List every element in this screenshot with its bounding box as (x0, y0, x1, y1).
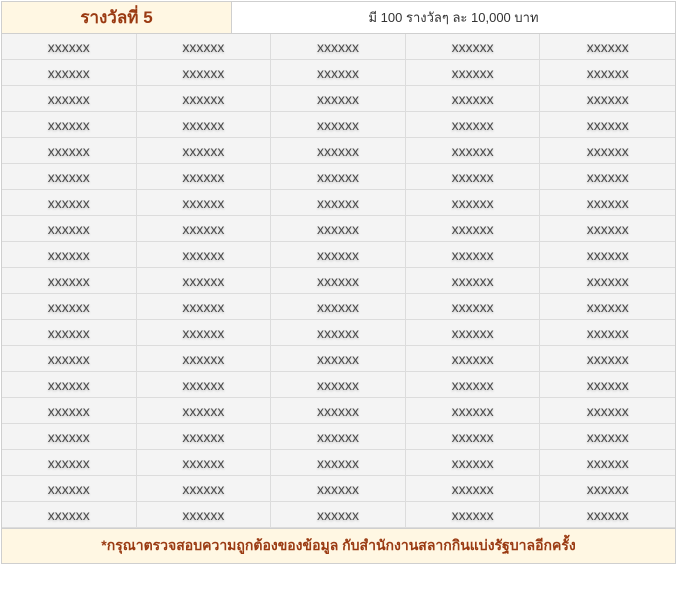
prize-number-cell: xxxxxx (137, 320, 272, 346)
prize-number-cell: xxxxxx (540, 138, 675, 164)
verification-notice: *กรุณาตรวจสอบความถูกต้องของข้อมูล กับสำนักงานสลากกินแบ่งรัฐบาลอีกครั้ง (2, 528, 675, 563)
prize-number-cell: xxxxxx (540, 60, 675, 86)
prize-number-cell: xxxxxx (271, 346, 406, 372)
prize-number-cell: xxxxxx (2, 450, 137, 476)
prize-number-cell: xxxxxx (271, 138, 406, 164)
prize-title: รางวัลที่ 5 (2, 2, 232, 33)
prize-number-cell: xxxxxx (406, 398, 541, 424)
prize-description: มี 100 รางวัลๆ ละ 10,000 บาท (232, 2, 675, 33)
prize-number-cell: xxxxxx (406, 60, 541, 86)
prize-number-cell: xxxxxx (2, 398, 137, 424)
prize-number-cell: xxxxxx (271, 60, 406, 86)
prize-number-cell: xxxxxx (540, 216, 675, 242)
prize-number-cell: xxxxxx (540, 242, 675, 268)
prize-number-cell: xxxxxx (2, 294, 137, 320)
prize-number-cell: xxxxxx (2, 346, 137, 372)
prize-number-cell: xxxxxx (2, 372, 137, 398)
prize-number-cell: xxxxxx (540, 112, 675, 138)
prize-number-cell: xxxxxx (137, 242, 272, 268)
prize-number-cell: xxxxxx (271, 424, 406, 450)
prize-number-cell: xxxxxx (271, 86, 406, 112)
prize-number-cell: xxxxxx (540, 320, 675, 346)
prize-number-cell: xxxxxx (540, 346, 675, 372)
prize-number-cell: xxxxxx (271, 34, 406, 60)
prize-number-cell: xxxxxx (540, 476, 675, 502)
prize-number-cell: xxxxxx (406, 34, 541, 60)
prize-number-cell: xxxxxx (2, 34, 137, 60)
prize-number-cell: xxxxxx (406, 476, 541, 502)
prize-number-cell: xxxxxx (137, 424, 272, 450)
prize-number-cell: xxxxxx (540, 398, 675, 424)
prize-number-cell: xxxxxx (540, 190, 675, 216)
prize-number-cell: xxxxxx (137, 294, 272, 320)
prize-number-cell: xxxxxx (137, 346, 272, 372)
prize-number-cell: xxxxxx (137, 86, 272, 112)
prize-number-cell: xxxxxx (271, 398, 406, 424)
prize-5-table (1, 1, 676, 564)
prize-number-cell: xxxxxx (540, 268, 675, 294)
prize-number-cell: xxxxxx (271, 268, 406, 294)
prize-number-cell: xxxxxx (2, 502, 137, 528)
prize-number-cell: xxxxxx (540, 164, 675, 190)
prize-number-cell: xxxxxx (2, 424, 137, 450)
prize-number-cell: xxxxxx (137, 34, 272, 60)
prize-number-cell: xxxxxx (540, 502, 675, 528)
prize-number-cell: xxxxxx (406, 502, 541, 528)
prize-header (2, 2, 675, 34)
prize-number-cell: xxxxxx (406, 138, 541, 164)
prize-number-cell: xxxxxx (271, 112, 406, 138)
prize-number-cell: xxxxxx (137, 476, 272, 502)
prize-number-cell: xxxxxx (2, 112, 137, 138)
prize-number-cell: xxxxxx (2, 138, 137, 164)
prize-number-cell: xxxxxx (406, 242, 541, 268)
prize-number-cell: xxxxxx (271, 216, 406, 242)
prize-number-cell: xxxxxx (406, 346, 541, 372)
prize-number-cell: xxxxxx (2, 86, 137, 112)
prize-number-cell: xxxxxx (271, 242, 406, 268)
prize-number-cell: xxxxxx (271, 372, 406, 398)
prize-number-cell: xxxxxx (540, 294, 675, 320)
prize-number-cell: xxxxxx (137, 60, 272, 86)
prize-number-cell: xxxxxx (2, 242, 137, 268)
prize-number-cell: xxxxxx (271, 502, 406, 528)
prize-number-cell: xxxxxx (137, 164, 272, 190)
prize-number-cell: xxxxxx (406, 86, 541, 112)
prize-number-cell: xxxxxx (137, 190, 272, 216)
prize-number-cell: xxxxxx (137, 372, 272, 398)
prize-number-grid (2, 34, 675, 528)
prize-number-cell: xxxxxx (2, 320, 137, 346)
prize-number-cell: xxxxxx (406, 216, 541, 242)
prize-number-cell: xxxxxx (2, 476, 137, 502)
prize-number-cell: xxxxxx (406, 320, 541, 346)
prize-number-cell: xxxxxx (2, 190, 137, 216)
prize-number-cell: xxxxxx (406, 164, 541, 190)
prize-number-cell: xxxxxx (137, 216, 272, 242)
prize-number-cell: xxxxxx (406, 424, 541, 450)
prize-number-cell: xxxxxx (406, 190, 541, 216)
prize-number-cell: xxxxxx (2, 60, 137, 86)
prize-number-cell: xxxxxx (540, 372, 675, 398)
prize-number-cell: xxxxxx (271, 164, 406, 190)
prize-number-cell: xxxxxx (271, 476, 406, 502)
prize-number-cell: xxxxxx (540, 424, 675, 450)
prize-number-cell: xxxxxx (2, 216, 137, 242)
prize-number-cell: xxxxxx (137, 112, 272, 138)
prize-number-cell: xxxxxx (406, 294, 541, 320)
prize-number-cell: xxxxxx (2, 164, 137, 190)
prize-number-cell: xxxxxx (271, 190, 406, 216)
prize-number-cell: xxxxxx (406, 372, 541, 398)
prize-number-cell: xxxxxx (271, 294, 406, 320)
prize-number-cell: xxxxxx (540, 86, 675, 112)
prize-number-cell: xxxxxx (137, 450, 272, 476)
prize-number-cell: xxxxxx (406, 268, 541, 294)
prize-number-cell: xxxxxx (2, 268, 137, 294)
prize-number-cell: xxxxxx (137, 268, 272, 294)
prize-number-cell: xxxxxx (137, 502, 272, 528)
prize-number-cell: xxxxxx (137, 138, 272, 164)
prize-number-cell: xxxxxx (540, 34, 675, 60)
prize-number-cell: xxxxxx (271, 320, 406, 346)
prize-number-cell: xxxxxx (406, 112, 541, 138)
prize-number-cell: xxxxxx (271, 450, 406, 476)
prize-number-cell: xxxxxx (406, 450, 541, 476)
prize-number-cell: xxxxxx (540, 450, 675, 476)
prize-number-cell: xxxxxx (137, 398, 272, 424)
